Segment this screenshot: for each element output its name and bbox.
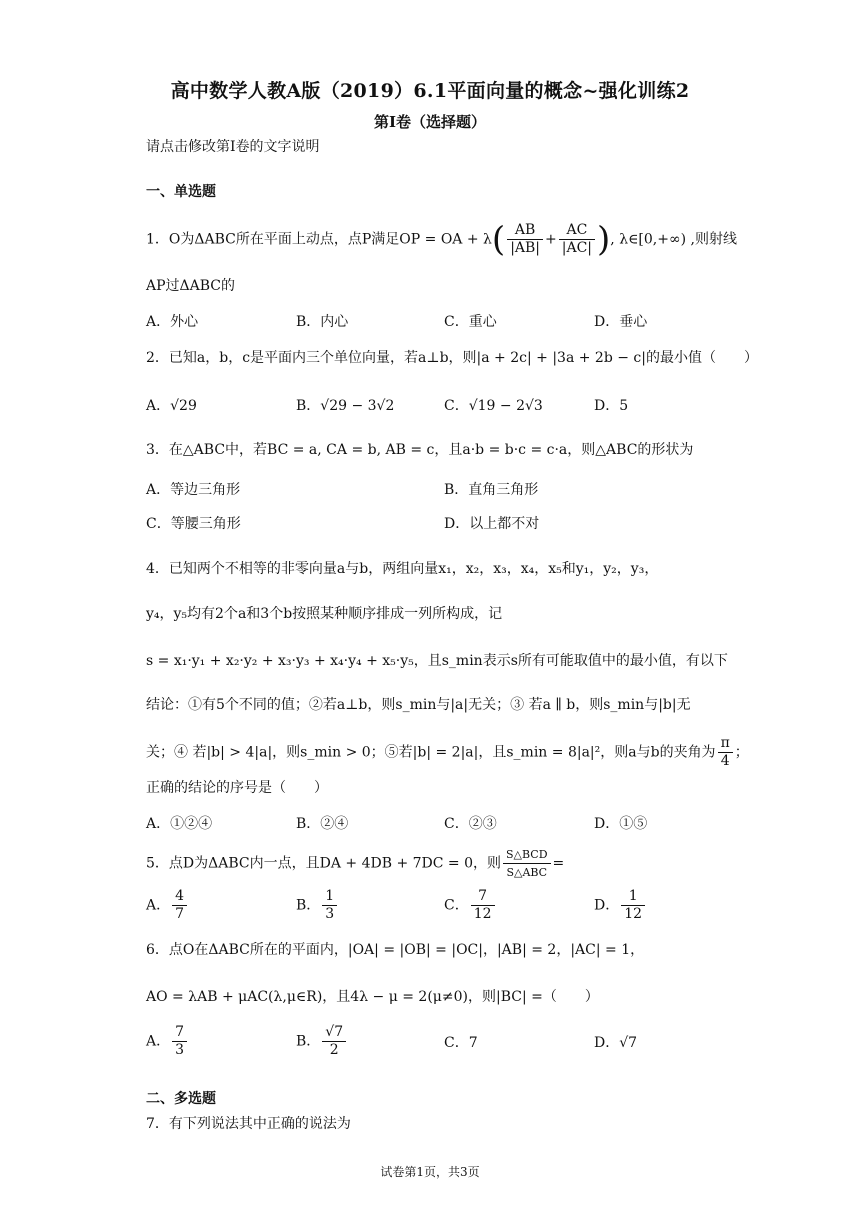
page-title: 高中数学人教A版（2019）6.1平面向量的概念~强化训练2 — [170, 80, 690, 102]
q1-frac-ab-den: |AB| — [510, 240, 541, 256]
question-7-stem: 7．有下列说法其中正确的说法为 — [146, 1116, 351, 1132]
q5-option-a-den: 7 — [175, 906, 185, 922]
q5-option-b-label: B． — [296, 897, 321, 914]
question-1-stem: 1．O为ΔABC所在平面上动点，点P满足OP = OA + λ( $\frac{AB}{|AB|}$ + $\frac{AC}{|AC|}$ ), λ∈[0,+∞) ,则射线 — [146, 219, 738, 260]
q2-option-a[interactable]: A．√29 — [146, 398, 197, 414]
q5-option-a-label: A． — [146, 897, 171, 914]
q1-range: , λ∈[0,+∞) ,则射线 — [610, 231, 738, 248]
q5-option-d-label: D． — [594, 897, 620, 914]
section-single-choice: 一、单选题 — [146, 184, 216, 200]
question-6-line1: 6．点O在ΔABC所在的平面内，|OA| = |OB| = |OC|，|AB| = 2，|AC| = 1， — [146, 942, 645, 958]
q5-option-b-num: 1 — [322, 888, 337, 906]
q5-option-b-frac — [322, 888, 337, 923]
q2-option-b[interactable]: B．√29 − 3√2 — [296, 398, 395, 414]
q2-option-c[interactable]: C．√19 − 2√3 — [444, 398, 543, 414]
q4-angle-den: 4 — [720, 753, 730, 769]
q3-option-c[interactable]: C．等腰三角形 — [146, 516, 241, 532]
question-4-line6: 正确的结论的序号是（ ） — [146, 780, 328, 796]
q6-option-b[interactable] — [296, 1024, 348, 1059]
q4-option-c[interactable]: C．②③ — [444, 816, 497, 832]
q5-area-den: S△ABC — [506, 866, 548, 879]
volume-heading: 第I卷（选择题） — [373, 113, 487, 131]
question-4-line3: s = x₁·y₁ + x₂·y₂ + x₃·y₃ + x₄·y₄ + x₅·y₅，且s_min表示s所有可能取值中的最小值，有以下 — [146, 653, 728, 669]
q6-option-a-den: 3 — [175, 1042, 185, 1058]
q5-option-c-num: 7 — [471, 888, 495, 906]
question-3-stem: 3．在△ABC中，若BC = a, CA = b, AB = c，且a·b = b·c = c·a，则△ABC的形状为 — [146, 442, 694, 458]
q5-option-a-num: 4 — [172, 888, 187, 906]
q5-option-b-den: 3 — [325, 906, 335, 922]
q5-option-a[interactable] — [146, 888, 189, 923]
q5-eq: = — [552, 855, 565, 872]
q3-option-a[interactable]: A．等边三角形 — [146, 482, 241, 498]
q1-text: 1．O为ΔABC所在平面上动点，点P满足 — [146, 231, 400, 248]
q5-option-c[interactable] — [444, 888, 497, 923]
question-4-line4: 结论：①有5个不同的值；②若a⊥b，则s_min与|a|无关；③ 若a ∥ b，则s_min与|b|无 — [146, 697, 691, 713]
q6-option-a-num: 7 — [172, 1024, 187, 1042]
question-5-stem — [146, 846, 564, 881]
q5-option-d-frac — [621, 888, 645, 923]
q5-option-a-frac — [172, 888, 187, 923]
q6-option-b-num: √7 — [322, 1024, 346, 1042]
q6-option-b-label: B． — [296, 1033, 321, 1050]
q5-option-d-den: 12 — [624, 906, 643, 922]
q5-text: 5．点D为ΔABC内一点，且DA + 4DB + 7DC = 0，则 — [146, 855, 502, 872]
section-multi-choice: 二、多选题 — [146, 1091, 216, 1107]
q6-option-b-frac — [322, 1024, 346, 1059]
question-2-stem: 2．已知a，b，c是平面内三个单位向量，若a⊥b，则|a + 2c| + |3a + 2b − c|的最小值（ ） — [146, 350, 758, 366]
q5-option-c-label: C． — [444, 897, 469, 914]
q1-frac-ab-num: AB — [507, 222, 543, 240]
q5-option-c-frac — [471, 888, 495, 923]
q4-angle-num: π — [718, 735, 733, 753]
q6-option-c[interactable]: C．7 — [444, 1035, 478, 1051]
q5-option-c-den: 12 — [473, 906, 492, 922]
question-6-line2: AO = λAB + μAC(λ,μ∈R)，且4λ − μ = 2(μ≠0)，则|BC| =（ ） — [146, 989, 599, 1005]
q1-paren-close: ) — [597, 219, 611, 260]
q1-frac-ac-den: |AC| — [561, 240, 593, 256]
question-4-line1: 4．已知两个不相等的非零向量a与b，两组向量x₁，x₂，x₃，x₄，x₅和y₁，y₂，y₃， — [146, 561, 659, 577]
q4-option-a[interactable]: A．①②④ — [146, 816, 213, 832]
q5-area-frac — [503, 846, 551, 881]
q2-option-d[interactable]: D．5 — [594, 398, 629, 414]
q4-angle-frac — [718, 735, 733, 770]
q6-option-b-den: 2 — [329, 1042, 339, 1058]
q5-area-num: S△BCD — [503, 846, 551, 864]
q3-option-d[interactable]: D．以上都不对 — [444, 516, 540, 532]
q1-frac-ac — [559, 222, 595, 257]
q1-paren-open: ( — [491, 219, 506, 260]
q1-option-d[interactable]: D．垂心 — [594, 314, 648, 330]
q4-line5-end: ； — [734, 744, 749, 761]
q5-option-d[interactable] — [594, 888, 647, 923]
q4-option-b[interactable]: B．②④ — [296, 816, 349, 832]
question-4-line5 — [146, 735, 749, 770]
q1-frac-ac-num: AC — [559, 222, 595, 240]
q1-frac-ab — [507, 222, 543, 257]
question-1-stem-line2: AP过ΔABC的 — [146, 278, 236, 294]
volume-note: 请点击修改第I卷的文字说明 — [146, 139, 320, 155]
q3-option-b[interactable]: B．直角三角形 — [444, 482, 539, 498]
q5-option-b[interactable] — [296, 888, 339, 923]
q6-option-a[interactable] — [146, 1024, 189, 1059]
q4-option-d[interactable]: D．①⑤ — [594, 816, 648, 832]
q5-option-d-num: 1 — [621, 888, 645, 906]
page-footer: 试卷第1页，共3页 — [380, 1165, 480, 1179]
q6-option-d[interactable]: D．√7 — [594, 1035, 638, 1051]
q1-option-a[interactable]: A．外心 — [146, 314, 199, 330]
q6-option-a-frac — [172, 1024, 187, 1059]
q1-option-c[interactable]: C．重心 — [444, 314, 497, 330]
q1-equation: OP = OA + λ — [399, 231, 492, 248]
q6-option-a-label: A． — [146, 1033, 171, 1050]
question-4-line2: y₄，y₅均有2个a和3个b按照某种顺序排成一列所构成，记 — [146, 606, 503, 622]
q1-option-b[interactable]: B．内心 — [296, 314, 349, 330]
q4-line5-text: 关；④ 若|b| > 4|a|，则s_min > 0；⑤若|b| = 2|a|，且s_min = 8|a|²，则a与b的夹角为 — [146, 744, 716, 761]
